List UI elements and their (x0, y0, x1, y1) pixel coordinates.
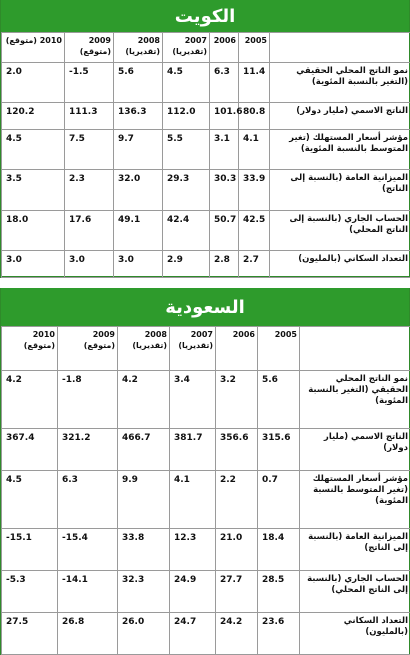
saudi-header-row (2, 327, 410, 371)
table-cell: 23.6 (258, 612, 300, 654)
kuwait-title: الكويت (174, 5, 236, 27)
col-header-2010: 2010 (متوقع) (2, 33, 65, 63)
table-cell: 381.7 (170, 428, 216, 470)
table-row (2, 170, 410, 210)
col-header-2008: 2008 (تقديريا) (114, 33, 163, 63)
col-header-2005: 2005 (239, 33, 270, 63)
table-cell: 101.6 (210, 103, 239, 130)
header-corner-cell (300, 327, 410, 371)
header-corner-cell (270, 33, 410, 63)
table-cell: 321.2 (58, 428, 118, 470)
table-cell: -14.1 (58, 570, 118, 612)
row-label: الحساب الجاري (بالنسبة إلى الناتج المحلي) (270, 210, 410, 250)
table-cell: 9.7 (114, 130, 163, 170)
table-cell: 4.5 (2, 130, 65, 170)
table-cell: 136.3 (114, 103, 163, 130)
row-label: الميزانية العامة (بالنسبة إلى الناتج) (270, 170, 410, 210)
table-cell: 3.4 (170, 371, 216, 429)
table-cell: 5.6 (114, 63, 163, 103)
table-row (2, 528, 410, 570)
table-row (2, 570, 410, 612)
table-cell: 356.6 (216, 428, 258, 470)
kuwait-header-row (2, 33, 410, 63)
table-cell: 49.1 (114, 210, 163, 250)
kuwait-table-panel (0, 0, 410, 278)
table-cell: 2.2 (216, 470, 258, 528)
kuwait-economic-table (1, 32, 410, 278)
row-label: الناتج الاسمي (مليار دولار) (270, 103, 410, 130)
table-cell: 2.7 (239, 251, 270, 278)
table-row (2, 63, 410, 103)
table-cell: 4.5 (2, 470, 58, 528)
row-label: مؤشر أسعار المستهلك (تغير المتوسط بالنسبة المئوية) (300, 470, 410, 528)
table-cell: 80.8 (239, 103, 270, 130)
table-cell: 4.1 (239, 130, 270, 170)
table-cell: 26.0 (118, 612, 170, 654)
table-cell: 466.7 (118, 428, 170, 470)
table-cell: -15.4 (58, 528, 118, 570)
table-cell: 315.6 (258, 428, 300, 470)
table-row (2, 470, 410, 528)
table-cell: 2.0 (2, 63, 65, 103)
col-header-2009: 2009 (متوقع) (58, 327, 118, 371)
row-label: الناتج الاسمي (مليار دولار) (300, 428, 410, 470)
table-cell: 32.3 (118, 570, 170, 612)
table-cell: 50.7 (210, 210, 239, 250)
col-header-2005: 2005 (258, 327, 300, 371)
table-row (2, 428, 410, 470)
table-cell: 4.2 (2, 371, 58, 429)
table-cell: 4.5 (163, 63, 210, 103)
table-cell: 6.3 (58, 470, 118, 528)
table-cell: 28.5 (258, 570, 300, 612)
table-cell: 24.7 (170, 612, 216, 654)
table-cell: 7.5 (65, 130, 114, 170)
col-header-2006: 2006 (216, 327, 258, 371)
table-cell: 3.0 (65, 251, 114, 278)
col-header-2007: 2007 (تقديريا) (163, 33, 210, 63)
table-cell: 120.2 (2, 103, 65, 130)
table-cell: 33.8 (118, 528, 170, 570)
row-label: مؤشر أسعار المستهلك (تغير المتوسط بالنسبة المئوية) (270, 130, 410, 170)
table-cell: 18.0 (2, 210, 65, 250)
panel-divider (0, 280, 410, 288)
table-cell: 4.1 (170, 470, 216, 528)
col-header-2008: 2008 (تقديريا) (118, 327, 170, 371)
table-cell: 367.4 (2, 428, 58, 470)
row-label: الميزانية العامة (بالنسبة إلى الناتج) (300, 528, 410, 570)
table-cell: 27.5 (2, 612, 58, 654)
table-cell: 30.3 (210, 170, 239, 210)
table-cell: 3.5 (2, 170, 65, 210)
table-cell: 18.4 (258, 528, 300, 570)
table-cell: 24.2 (216, 612, 258, 654)
table-cell: 29.3 (163, 170, 210, 210)
table-cell: 33.9 (239, 170, 270, 210)
saudi-title-banner (1, 288, 409, 326)
table-cell: 3.1 (210, 130, 239, 170)
table-cell: 42.4 (163, 210, 210, 250)
saudi-table-panel (0, 288, 410, 655)
table-cell: 3.0 (114, 251, 163, 278)
row-label: التعداد السكاني (بالمليون) (300, 612, 410, 654)
table-cell: 3.2 (216, 371, 258, 429)
table-cell: 2.3 (65, 170, 114, 210)
table-cell: 0.7 (258, 470, 300, 528)
col-header-2007: 2007 (تقديريا) (170, 327, 216, 371)
table-cell: 3.0 (2, 251, 65, 278)
table-cell: 26.8 (58, 612, 118, 654)
table-cell: 42.5 (239, 210, 270, 250)
row-label: التعداد السكاني (بالمليون) (270, 251, 410, 278)
table-cell: 32.0 (114, 170, 163, 210)
table-cell: -5.3 (2, 570, 58, 612)
table-cell: -15.1 (2, 528, 58, 570)
table-cell: 112.0 (163, 103, 210, 130)
table-row (2, 130, 410, 170)
table-cell: -1.8 (58, 371, 118, 429)
table-cell: 4.2 (118, 371, 170, 429)
row-label: الحساب الجاري (بالنسبة إلى الناتج المحلي) (300, 570, 410, 612)
table-cell: 9.9 (118, 470, 170, 528)
table-cell: 11.4 (239, 63, 270, 103)
col-header-2009: 2009 (متوقع) (65, 33, 114, 63)
table-cell: 5.5 (163, 130, 210, 170)
table-cell: 5.6 (258, 371, 300, 429)
table-cell: 12.3 (170, 528, 216, 570)
table-cell: 17.6 (65, 210, 114, 250)
saudi-economic-table (1, 326, 410, 655)
table-cell: 21.0 (216, 528, 258, 570)
table-cell: 27.7 (216, 570, 258, 612)
col-header-2010: 2010 (متوقع) (2, 327, 58, 371)
table-cell: 111.3 (65, 103, 114, 130)
table-cell: -1.5 (65, 63, 114, 103)
table-cell: 24.9 (170, 570, 216, 612)
table-row (2, 612, 410, 654)
table-cell: 2.8 (210, 251, 239, 278)
table-row (2, 103, 410, 130)
table-cell: 6.3 (210, 63, 239, 103)
table-row (2, 371, 410, 429)
table-cell: 2.9 (163, 251, 210, 278)
row-label: نمو الناتج المحلي الحقيقي (التغير بالنسبة المئوية) (300, 371, 410, 429)
col-header-2006: 2006 (210, 33, 239, 63)
table-row (2, 210, 410, 250)
saudi-title: السعودية (165, 296, 245, 318)
row-label: نمو الناتج المحلي الحقيقي (التغير بالنسبة المئوية) (270, 63, 410, 103)
table-row (2, 251, 410, 278)
kuwait-title-banner (1, 0, 409, 32)
